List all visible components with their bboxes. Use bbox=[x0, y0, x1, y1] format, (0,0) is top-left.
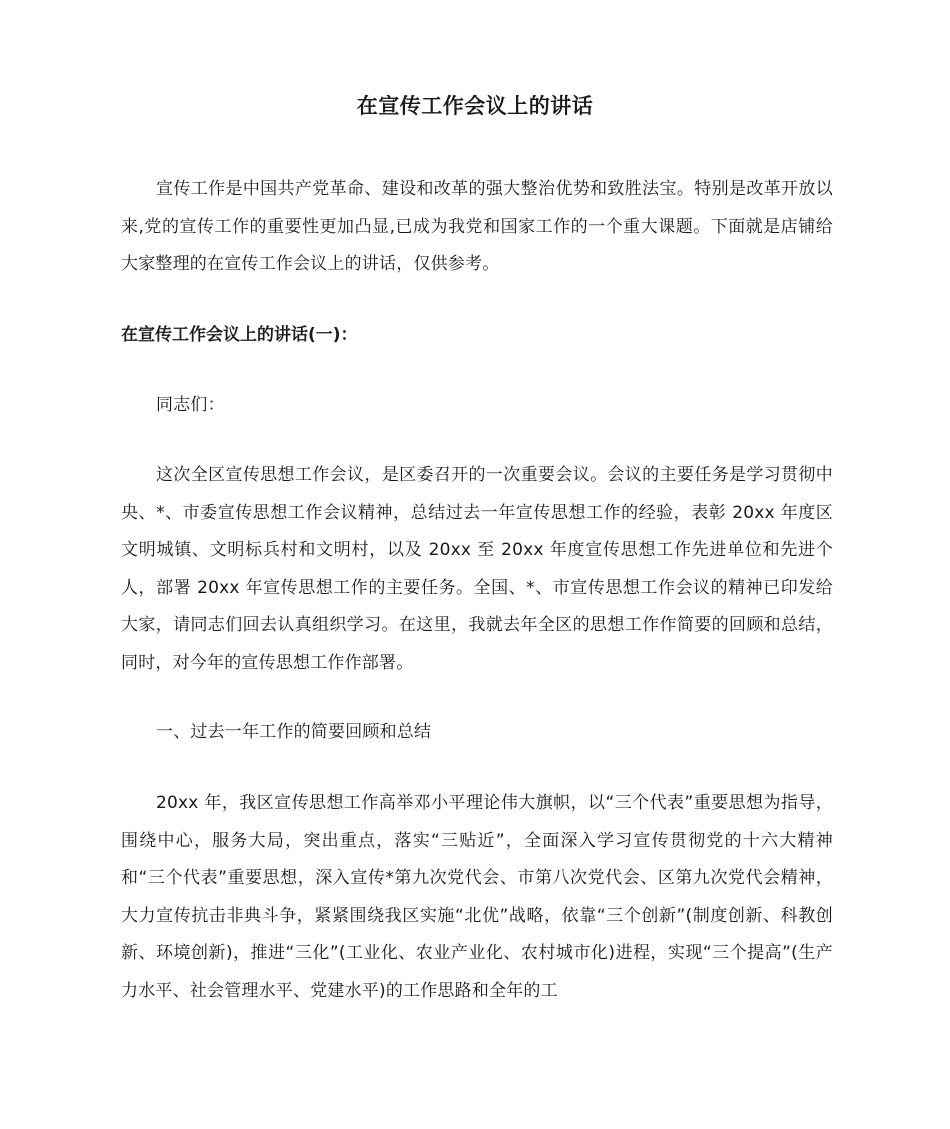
subheading: 一、过去一年工作的简要回顾和总结 bbox=[156, 722, 432, 742]
intro-paragraph: 宣传工作是中国共产党革命、建设和改革的强大整治优势和致胜法宝。特别是改革开放以来,党的宣传工作的重要性更加凸显,已成为我党和国家工作的一个重大课题。下面就是店铺给大家整理的在宣传工作会议上的讲话，仅供参考。 bbox=[121, 179, 833, 274]
document-title: 在宣传工作会议上的讲话 bbox=[356, 94, 594, 118]
section-heading: 在宣传工作会议上的讲话(一)： bbox=[121, 325, 358, 345]
body-paragraph-2: 20xx 年，我区宣传思想工作高举邓小平理论伟大旗帜，以“三个代表”重要思想为指导，围绕中心，服务大局，突出重点，落实“三贴近”，全面深入学习宣传贯彻党的十六大精神和“三个代表”重要思想，深入宣传*第九次党代会、市第八次党代会、区第九次党代会精神，大力宣传抗击非典斗争，紧紧围绕我区实施“北优”战略，依靠“三个创新”(制度创新、科教创新、环境创新)，推进“三化”(工业化、农业产业化、农村城市化)进程，实现“三个提高”(生产力水平、社会管理水平、党建水平)的工作思路和全年的工 bbox=[121, 793, 833, 1001]
salutation: 同志们： bbox=[156, 395, 225, 415]
body-paragraph-1: 这次全区宣传思想工作会议，是区委召开的一次重要会议。会议的主要任务是学习贯彻中央、*、市委宣传思想工作会议精神，总结过去一年宣传思想工作的经验，表彰 20xx 年度区文明城镇、文明标兵村和文明村，以及 20xx 至 20xx 年度宣传思想工作先进单位和先进个人，部署 20xx 年宣传思想工作的主要任务。全国、*、市宣传思想工作会议的精神已印发给大家，请同志们回去认真组织学习。在这里，我就去年全区的思想工作作简要的回顾和总结，同时，对今年的宣传思想工作作部署。 bbox=[121, 465, 833, 673]
